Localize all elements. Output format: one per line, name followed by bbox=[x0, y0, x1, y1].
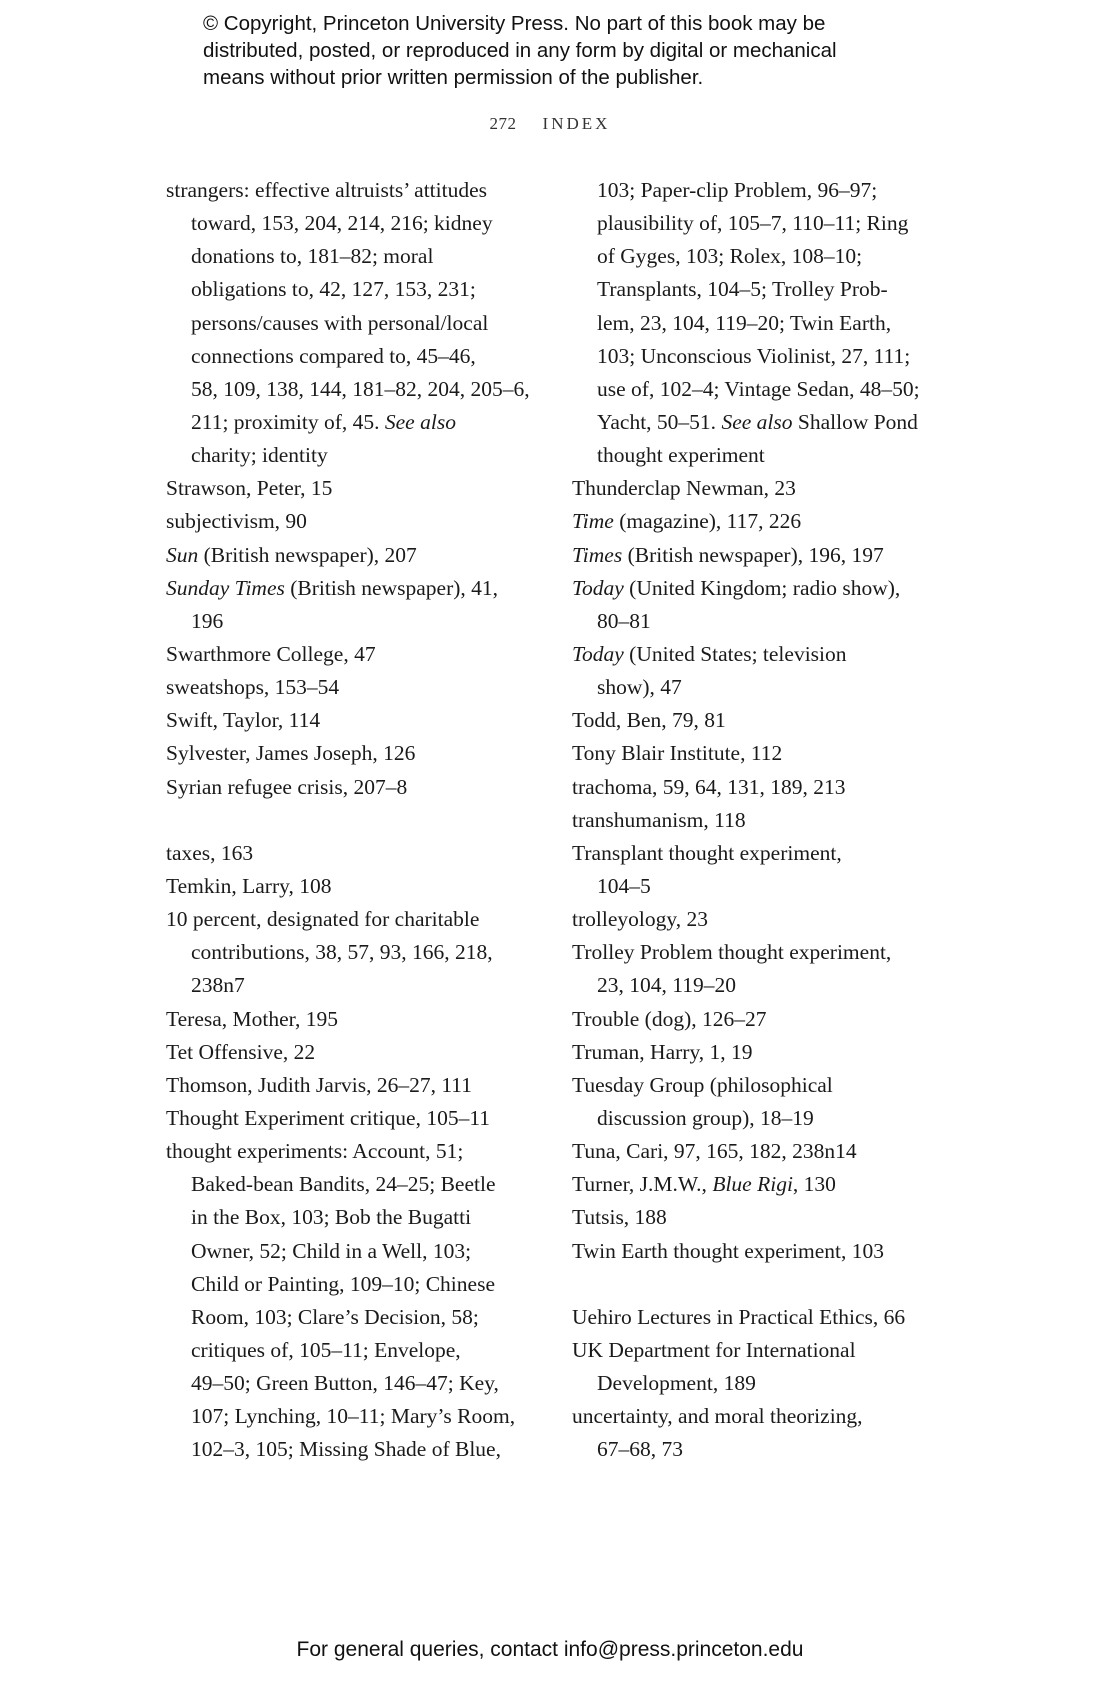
index-entry-line bbox=[572, 373, 942, 406]
index-entry-text: 104–5 bbox=[597, 873, 651, 898]
index-entry-line bbox=[166, 406, 536, 439]
index-entry-line bbox=[166, 837, 536, 870]
index-entry-text: uncertainty, and moral theorizing, bbox=[572, 1404, 863, 1429]
index-entry-line bbox=[572, 307, 942, 340]
index-entry-line bbox=[166, 505, 536, 538]
index-entry-text: of Gyges, 103; Rolex, 108–10; bbox=[597, 244, 863, 269]
index-entry-text: Trolley Problem thought experiment, bbox=[572, 940, 892, 965]
index-entry-text: (United States; television bbox=[623, 641, 847, 666]
index-entry-line bbox=[166, 1069, 536, 1102]
index-entry-line bbox=[166, 903, 536, 936]
index-entry-line bbox=[572, 340, 942, 373]
index-entry-text: 80–81 bbox=[597, 608, 651, 633]
index-entry-line bbox=[166, 1201, 536, 1234]
index-entry-text: 58, 109, 138, 144, 181–82, 204, 205–6, bbox=[191, 376, 530, 401]
index-entry-text: Teresa, Mother, 195 bbox=[166, 1006, 338, 1031]
index-entry-text: Truman, Harry, 1, 19 bbox=[572, 1039, 753, 1064]
index-entry-text: lem, 23, 104, 119–20; Twin Earth, bbox=[597, 310, 892, 335]
index-entry-text: 238n7 bbox=[191, 973, 245, 998]
index-entry-text: (British newspaper), 196, 197 bbox=[622, 542, 884, 567]
index-entry-line bbox=[166, 1036, 536, 1069]
index-entry-text: taxes, 163 bbox=[166, 840, 254, 865]
index-entry-line bbox=[166, 273, 536, 306]
index-entry-text: Syrian refugee crisis, 207–8 bbox=[166, 774, 408, 799]
index-entry-text: connections compared to, 45–46, bbox=[191, 343, 476, 368]
index-entry-text: 102–3, 105; Missing Shade of Blue, bbox=[191, 1437, 501, 1462]
index-entry-line bbox=[572, 207, 942, 240]
index-entry-line bbox=[166, 1168, 536, 1201]
index-entry-text: obligations to, 42, 127, 153, 231; bbox=[191, 277, 476, 302]
index-entry-text: (British newspaper), 41, bbox=[284, 575, 499, 600]
index-entry-line bbox=[166, 1334, 536, 1367]
index-entry-line bbox=[166, 605, 536, 638]
page-number: 272 bbox=[489, 114, 517, 133]
index-entry-text: show), 47 bbox=[597, 675, 682, 700]
index-entry-text: Swift, Taylor, 114 bbox=[166, 708, 321, 733]
index-entry-line bbox=[572, 1168, 942, 1201]
index-entry-line bbox=[166, 307, 536, 340]
index-entry-text: transhumanism, 118 bbox=[572, 807, 746, 832]
index-entry-text: 211; proximity of, 45. bbox=[191, 409, 385, 434]
index-entry-text: (magazine), 117, 226 bbox=[613, 509, 802, 534]
index-entry-line bbox=[166, 771, 536, 804]
index-entry-text: UK Department for International bbox=[572, 1337, 856, 1362]
index-entry-line bbox=[166, 1301, 536, 1334]
index-column-right bbox=[572, 174, 942, 1466]
index-entry-text: Thought Experiment critique, 105–11 bbox=[166, 1105, 491, 1130]
index-entry-text: , 130 bbox=[792, 1172, 836, 1197]
index-entry-line bbox=[572, 1433, 942, 1466]
index-entry-italic: Sun bbox=[166, 542, 199, 567]
index-entry-text: Tony Blair Institute, 112 bbox=[572, 741, 783, 766]
index-entry-text: Uehiro Lectures in Practical Ethics, 66 bbox=[572, 1304, 906, 1329]
index-entry-text: Transplants, 104–5; Trolley Prob- bbox=[597, 277, 888, 302]
index-entry-text: Strawson, Peter, 15 bbox=[166, 476, 333, 501]
running-head bbox=[0, 114, 1100, 134]
index-entry-text: Tutsis, 188 bbox=[572, 1205, 667, 1230]
copyright-notice bbox=[203, 10, 923, 91]
index-entry-text: thought experiment bbox=[597, 443, 765, 468]
index-column-left bbox=[166, 174, 536, 1466]
index-entry-text: Trouble (dog), 126–27 bbox=[572, 1006, 767, 1031]
index-entry-line bbox=[572, 969, 942, 1002]
index-entry-text: sweatshops, 153–54 bbox=[166, 675, 340, 700]
index-entry-italic: See also bbox=[721, 409, 793, 434]
index-entry-text: Tuesday Group (philosophical bbox=[572, 1072, 833, 1097]
index-entry-line bbox=[572, 1400, 942, 1433]
index-entry-italic: Times bbox=[572, 542, 623, 567]
index-entry-line bbox=[572, 1102, 942, 1135]
index-entry-italic: Today bbox=[572, 575, 624, 600]
index-entry-line bbox=[572, 1135, 942, 1168]
index-entry-line bbox=[572, 936, 942, 969]
index-entry-line bbox=[166, 373, 536, 406]
index-entry-italic: See also bbox=[384, 409, 456, 434]
index-entry-text: Room, 103; Clare’s Decision, 58; bbox=[191, 1304, 479, 1329]
index-entry-line bbox=[166, 936, 536, 969]
index-entry-line bbox=[166, 638, 536, 671]
index-entry-line bbox=[572, 903, 942, 936]
index-entry-line bbox=[166, 1268, 536, 1301]
index-entry-line bbox=[572, 1268, 942, 1301]
index-entry-text: Baked-bean Bandits, 24–25; Beetle bbox=[191, 1172, 496, 1197]
index-entry-line bbox=[572, 638, 942, 671]
index-entry-text: (British newspaper), 207 bbox=[198, 542, 417, 567]
index-entry-text: Shallow Pond bbox=[792, 409, 918, 434]
index-entry-line bbox=[572, 406, 942, 439]
index-entry-line bbox=[572, 804, 942, 837]
index-entry-text: trolleyology, 23 bbox=[572, 907, 708, 932]
footer-contact: For general queries, contact info@press.princeton.edu bbox=[296, 1638, 804, 1661]
index-entry-line bbox=[166, 472, 536, 505]
index-entry-text: 103; Unconscious Violinist, 27, 111; bbox=[597, 343, 911, 368]
index-entry-line bbox=[572, 671, 942, 704]
index-entry-line bbox=[166, 1235, 536, 1268]
index-entry-text: Todd, Ben, 79, 81 bbox=[572, 708, 726, 733]
index-entry-line bbox=[572, 870, 942, 903]
index-entry-text: Owner, 52; Child in a Well, 103; bbox=[191, 1238, 472, 1263]
index-entry-text: Yacht, 50–51. bbox=[597, 409, 722, 434]
index-entry-text: Temkin, Larry, 108 bbox=[166, 873, 332, 898]
index-entry-line bbox=[166, 1135, 536, 1168]
index-entry-italic: Sunday Times bbox=[166, 575, 285, 600]
index-entry-text: strangers: effective altruists’ attitudes bbox=[166, 178, 487, 202]
index-entry-text: Thunderclap Newman, 23 bbox=[572, 476, 796, 501]
index-entry-text: 10 percent, designated for charitable bbox=[166, 907, 480, 932]
index-entry-italic: Time bbox=[572, 509, 614, 534]
index-entry-line bbox=[166, 207, 536, 240]
index-entry-line bbox=[572, 572, 942, 605]
index-entry-text: persons/causes with personal/local bbox=[191, 310, 489, 335]
index-entry-line bbox=[572, 605, 942, 638]
index-entry-line bbox=[572, 240, 942, 273]
index-entry-text: trachoma, 59, 64, 131, 189, 213 bbox=[572, 774, 846, 799]
index-entry-line bbox=[572, 1201, 942, 1234]
index-entry-line bbox=[572, 539, 942, 572]
index-entry-text: Turner, J.M.W., bbox=[572, 1172, 713, 1197]
index-entry-line bbox=[572, 273, 942, 306]
index-entry-text: Tuna, Cari, 97, 165, 182, 238n14 bbox=[572, 1139, 857, 1164]
index-entry-line bbox=[166, 804, 536, 837]
copyright-line: distributed, posted, or reproduced in any form by digital or mechanical bbox=[203, 39, 837, 62]
index-entry-text: plausibility of, 105–7, 110–11; Ring bbox=[597, 211, 909, 236]
index-entry-text: Tet Offensive, 22 bbox=[166, 1039, 316, 1064]
index-entry-text: 67–68, 73 bbox=[597, 1437, 683, 1462]
index-entry-text: 103; Paper-clip Problem, 96–97; bbox=[597, 178, 878, 202]
index-entry-text: (United Kingdom; radio show), bbox=[623, 575, 901, 600]
index-entry-text: 107; Lynching, 10–11; Mary’s Room, bbox=[191, 1404, 516, 1429]
index-entry-line bbox=[166, 969, 536, 1002]
copyright-line: © Copyright, Princeton University Press. No part of this book may be bbox=[203, 12, 826, 35]
index-entry-text: discussion group), 18–19 bbox=[597, 1105, 814, 1130]
index-entry-line bbox=[166, 439, 536, 472]
index-entry-line bbox=[572, 1334, 942, 1367]
index-entry-line bbox=[166, 1003, 536, 1036]
section-title: INDEX bbox=[542, 114, 611, 133]
index-entry-text: 196 bbox=[191, 608, 224, 633]
index-entry-text: use of, 102–4; Vintage Sedan, 48–50; bbox=[597, 376, 920, 401]
index-entry-text: 49–50; Green Button, 146–47; Key, bbox=[191, 1371, 499, 1396]
index-entry-line bbox=[166, 572, 536, 605]
index-entry-text: Sylvester, James Joseph, 126 bbox=[166, 741, 416, 766]
index-entry-text: critiques of, 105–11; Envelope, bbox=[191, 1337, 461, 1362]
copyright-line: means without prior written permission of the publisher. bbox=[203, 66, 704, 89]
index-entry-text: subjectivism, 90 bbox=[166, 509, 307, 534]
index-entry-line bbox=[572, 472, 942, 505]
index-entry-italic: Today bbox=[572, 641, 624, 666]
index-entry-line bbox=[166, 1367, 536, 1400]
index-entry-line bbox=[572, 439, 942, 472]
index-entry-line bbox=[166, 1400, 536, 1433]
index-entry-line bbox=[572, 837, 942, 870]
index-entry-line bbox=[572, 1036, 942, 1069]
index-entry-line bbox=[166, 539, 536, 572]
index-entry-line bbox=[166, 737, 536, 770]
index-entry-text: donations to, 181–82; moral bbox=[191, 244, 434, 269]
index-entry-line bbox=[572, 737, 942, 770]
index-entry-line bbox=[572, 704, 942, 737]
index-entry-text: thought experiments: Account, 51; bbox=[166, 1139, 464, 1164]
index-entry-line bbox=[166, 1433, 536, 1466]
index-entry-line bbox=[166, 704, 536, 737]
index-entry-text: 23, 104, 119–20 bbox=[597, 973, 736, 998]
index-entry-line bbox=[572, 1301, 942, 1334]
index-entry-text: toward, 153, 204, 214, 216; kidney bbox=[191, 211, 493, 236]
index-entry-line bbox=[572, 1235, 942, 1268]
index-entry-line bbox=[166, 870, 536, 903]
index-entry-text: contributions, 38, 57, 93, 166, 218, bbox=[191, 940, 493, 965]
index-entry-text: in the Box, 103; Bob the Bugatti bbox=[191, 1205, 472, 1230]
index-entry-text: Twin Earth thought experiment, 103 bbox=[572, 1238, 884, 1263]
index-entry-text: Transplant thought experiment, bbox=[572, 840, 842, 865]
index-entry-line bbox=[166, 340, 536, 373]
index-entry-line bbox=[166, 240, 536, 273]
index-entry-line bbox=[572, 505, 942, 538]
index-entry-text: Thomson, Judith Jarvis, 26–27, 111 bbox=[166, 1072, 472, 1097]
index-entry-line bbox=[572, 1367, 942, 1400]
index-entry-line bbox=[572, 771, 942, 804]
index-entry-italic: Blue Rigi bbox=[712, 1172, 793, 1197]
index-entry-line bbox=[572, 1003, 942, 1036]
index-entry-line bbox=[572, 1069, 942, 1102]
index-entry-text: charity; identity bbox=[191, 443, 328, 468]
index-entry-text: Swarthmore College, 47 bbox=[166, 641, 376, 666]
index-entry-text: Child or Painting, 109–10; Chinese bbox=[191, 1271, 495, 1296]
index-entry-line bbox=[166, 1102, 536, 1135]
index-entry-line bbox=[572, 174, 942, 207]
index-entry-line bbox=[166, 671, 536, 704]
index-entry-line bbox=[166, 174, 536, 207]
index-entry-text: Development, 189 bbox=[597, 1371, 756, 1396]
